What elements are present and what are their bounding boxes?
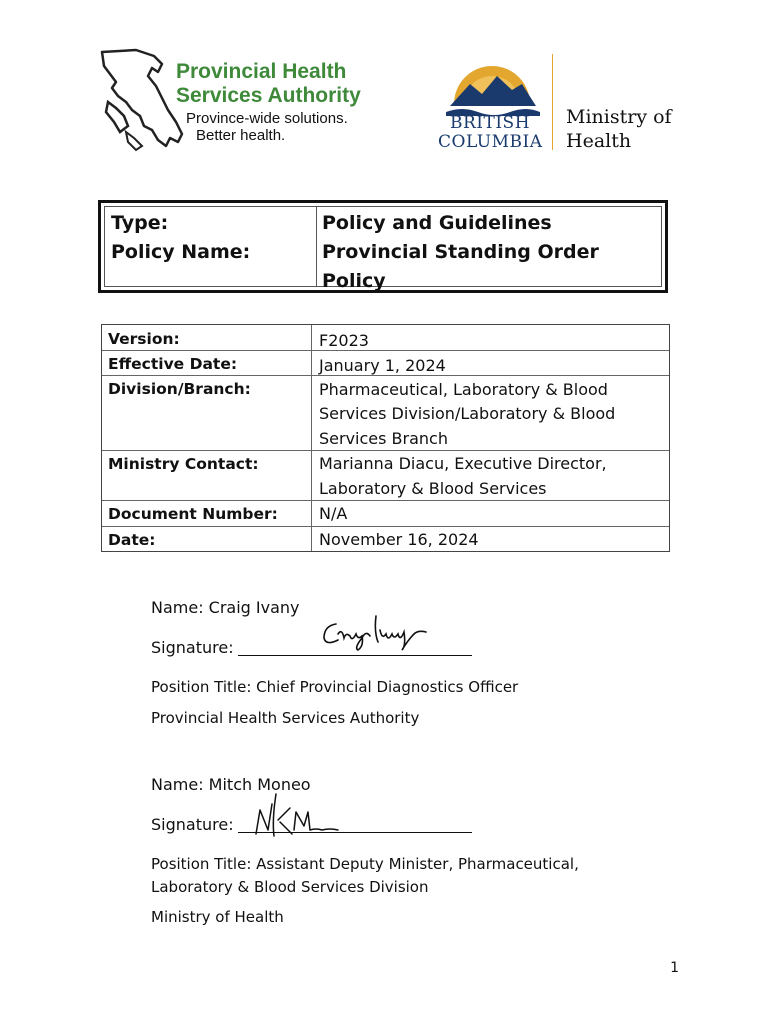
document-number-value: N/A (319, 504, 348, 523)
type-label: Type: (111, 212, 169, 234)
ministry-line2: Health (566, 130, 632, 152)
phsa-tagline-line2: Better health. (196, 127, 286, 144)
signatory-1-organization: Provincial Health Services Authority (151, 709, 420, 727)
division-value-line1: Pharmaceutical, Laboratory & Blood (319, 380, 608, 399)
signatory-2-position-line1: Position Title: Assistant Deputy Minister, Pharmaceutical, (151, 855, 579, 873)
phsa-name-line2: Services Authority (176, 84, 361, 107)
document-number-label: Document Number: (108, 505, 278, 523)
ministry-line1: Ministry of (566, 106, 672, 128)
ministry-contact-line2: Laboratory & Blood Services (319, 479, 547, 498)
version-label: Version: (108, 330, 180, 348)
version-value: F2023 (319, 331, 369, 350)
effective-date-value: January 1, 2024 (319, 356, 446, 375)
type-table-divider (316, 207, 317, 286)
phsa-logo (96, 46, 386, 156)
effective-date-label: Effective Date: (108, 355, 238, 373)
signatory-2-name: Name: Mitch Moneo (151, 775, 311, 794)
details-table-divider (311, 325, 312, 551)
bc-word-columbia: COLUMBIA (438, 132, 543, 152)
signatory-2-signature-label: Signature: (151, 815, 234, 834)
signatory-2-organization: Ministry of Health (151, 908, 284, 926)
bc-map-icon (96, 46, 186, 156)
phsa-name-line1: Provincial Health (176, 60, 347, 83)
signatory-1-name: Name: Craig Ivany (151, 598, 300, 617)
page-number: 1 (670, 960, 679, 976)
details-table (101, 324, 670, 552)
ministry-contact-label: Ministry Contact: (108, 455, 259, 473)
signatory-1-signature-label: Signature: (151, 638, 234, 657)
logo-divider (552, 54, 553, 150)
bc-ministry-logo (432, 50, 672, 155)
date-label: Date: (108, 531, 156, 549)
signatory-1-handwritten-signature (318, 612, 438, 652)
type-table-inner (104, 206, 662, 292)
bc-word-british: BRITISH (450, 113, 531, 133)
division-label: Division/Branch: (108, 380, 251, 398)
signatory-1-position: Position Title: Chief Provincial Diagnostics Officer (151, 678, 519, 696)
policy-name-value: Provincial Standing Order Policy (322, 241, 599, 292)
date-value: November 16, 2024 (319, 530, 479, 549)
division-value-line2: Services Division/Laboratory & Blood (319, 404, 616, 423)
signatory-2-handwritten-signature (250, 790, 370, 840)
signatory-1-signature-line (238, 655, 472, 656)
policy-name-label: Policy Name: (111, 241, 251, 263)
division-value-line3: Services Branch (319, 429, 448, 448)
phsa-tagline-line1: Province-wide solutions. (186, 110, 348, 127)
type-table (98, 200, 668, 293)
type-value: Policy and Guidelines (322, 212, 552, 234)
signatory-2-position-line2: Laboratory & Blood Services Division (151, 878, 429, 896)
bc-sun-mountain-emblem-icon (442, 54, 542, 116)
ministry-contact-line1: Marianna Diacu, Executive Director, (319, 454, 607, 473)
